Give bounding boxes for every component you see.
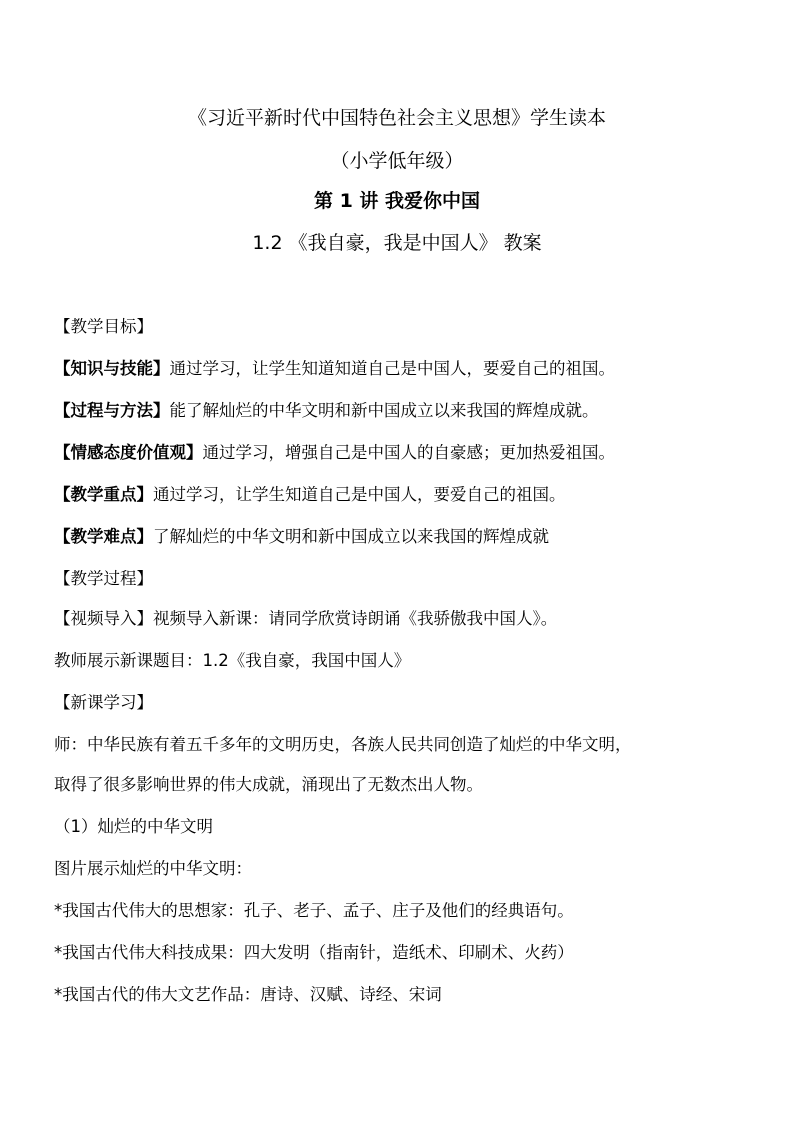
teaching-goals-heading: 【教学目标】 (54, 317, 153, 336)
teacher-paragraph-line-2: 取得了很多影响世界的伟大成就，涌现出了无数杰出人物。 (54, 775, 483, 794)
bullet-inventions: *我国古代伟大科技成果：四大发明（指南针，造纸术、印刷术、火药） (54, 943, 574, 962)
knowledge-skills-label: 【知识与技能】 (54, 359, 170, 378)
process-method-text: 能了解灿烂的中华文明和新中国成立以来我国的辉煌成就。 (169, 401, 599, 420)
video-intro-text: 视频导入新课：请同学欣赏诗朗诵《我骄傲我中国人》。 (153, 609, 558, 628)
show-title-line: 教师展示新课题目：1.2《我自豪，我国中国人》 (54, 651, 411, 670)
section-1-heading: （1）灿烂的中华文明 (54, 817, 213, 836)
difficulty-line (54, 526, 754, 548)
video-intro-label: 【视频导入】 (54, 609, 153, 628)
key-point-text: 通过学习，让学生知道自己是中国人，要爱自己的祖国。 (153, 485, 566, 504)
difficulty-text: 了解灿烂的中华文明和新中国成立以来我国的辉煌成就 (153, 527, 549, 546)
key-point-label: 【教学重点】 (54, 485, 153, 504)
emotion-values-label: 【情感态度价值观】 (54, 443, 203, 462)
knowledge-skills-line (54, 358, 754, 380)
difficulty-label: 【教学难点】 (54, 527, 153, 546)
new-lesson-heading: 【新课学习】 (54, 693, 153, 712)
teaching-process-heading: 【教学过程】 (54, 569, 153, 588)
lecture-heading: 第 1 讲 我爱你中国 (313, 190, 481, 212)
bullet-literature: *我国古代的伟大文艺作品：唐诗、汉赋、诗经、宋词 (54, 985, 442, 1004)
process-method-line (54, 400, 754, 422)
key-point-line (54, 484, 754, 506)
bullet-thinkers: *我国古代伟大的思想家：孔子、老子、孟子、庄子及他们的经典语句。 (54, 901, 574, 920)
emotion-values-line (54, 442, 754, 464)
process-method-label: 【过程与方法】 (54, 401, 170, 420)
picture-show-line: 图片展示灿烂的中华文明： (54, 859, 252, 878)
knowledge-skills-text: 通过学习，让学生知道知道自己是中国人，要爱自己的祖国。 (169, 359, 615, 378)
document-title: 《习近平新时代中国特色社会主义思想》学生读本 (187, 107, 606, 129)
emotion-values-text: 通过学习，增强自己是中国人的自豪感；更加热爱祖国。 (202, 443, 615, 462)
teacher-paragraph-line-1: 师：中华民族有着五千多年的文明历史，各族人民共同创造了灿烂的中华文明， (54, 735, 632, 754)
lesson-heading: 1.2 《我自豪，我是中国人》 教案 (252, 232, 542, 254)
grade-level: （小学低年级） (330, 150, 464, 172)
video-intro-line (54, 608, 754, 630)
